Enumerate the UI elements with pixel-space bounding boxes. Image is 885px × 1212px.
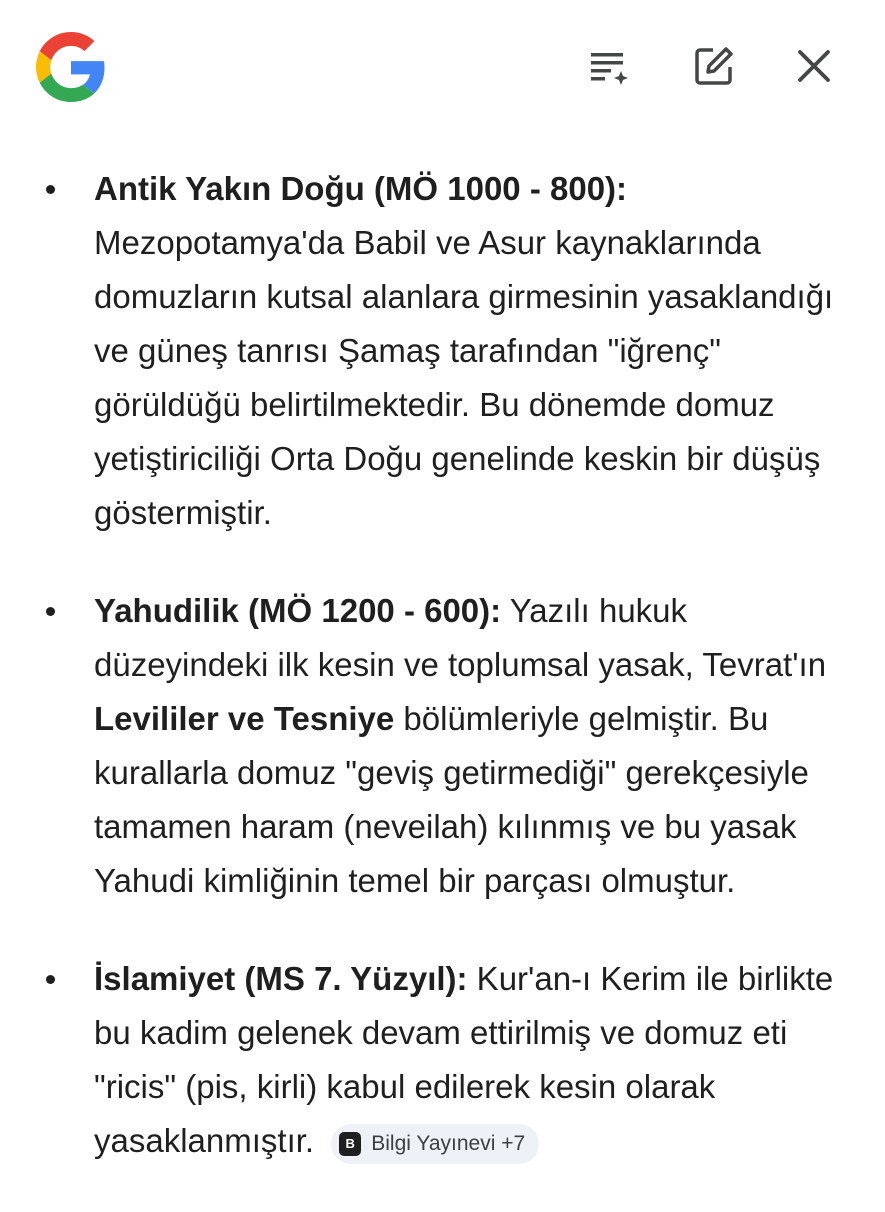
item-text: Mezopotamya'da Babil ve Asur kaynaklarında domuzların kutsal alanlara girmesinin yasaklandığı ve güneş tanrısı Şamaş tarafından "iğrenç" görüldüğü belirtilmektedir. Bu dönemde domuz yetiştiriciliği Orta Doğu genelinde keskin bir düşüş göstermiştir. [94,224,834,531]
source-chip-label: Bilgi Yayınevi +7 [371,1132,526,1155]
new-chat-button[interactable] [686,38,742,94]
list-item [40,162,850,540]
item-text: bölümleriyle gelmiştir. Bu kurallarla domuz "geviş getirmediği" gerekçesiyle tamamen haram (neveilah) kılınmış ve bu yasak Yahudi kimliğinin temel bir parçası olmuştur. [94,700,809,899]
close-button[interactable] [786,38,842,94]
top-bar [0,0,885,140]
menu-sparkle-button[interactable] [580,38,636,94]
google-g-icon[interactable] [36,32,106,102]
close-icon [794,46,834,86]
item-text: Kur'an-ı Kerim ile birlikte bu kadim gelenek devam ettirilmiş ve domuz eti "ricis" (pis, kirli) kabul edilerek kesin olarak yasaklanmıştır. [94,960,834,1159]
edit-square-icon [691,43,737,89]
item-text: Yazılı hukuk düzeyindeki ilk kesin ve toplumsal yasak, Tevrat'ın [94,592,827,683]
item-title: Antik Yakın Doğu (MÖ 1000 - 800): [94,170,628,207]
publisher-logo-icon: B [339,1132,361,1156]
bullet-dot [46,607,55,616]
response-content [40,162,850,1212]
item-title: Yahudilik (MÖ 1200 - 600): [94,592,502,629]
bullet-dot [46,185,55,194]
list-item [40,584,850,908]
bullet-list [40,162,850,1168]
bullet-dot [46,975,55,984]
text-sparkle-icon [585,43,631,89]
list-item [40,952,850,1168]
source-chip[interactable] [331,1124,539,1164]
item-title: İslamiyet (MS 7. Yüzyıl): [94,960,468,997]
item-bold-inline: Levililer ve Tesniye [94,700,395,737]
